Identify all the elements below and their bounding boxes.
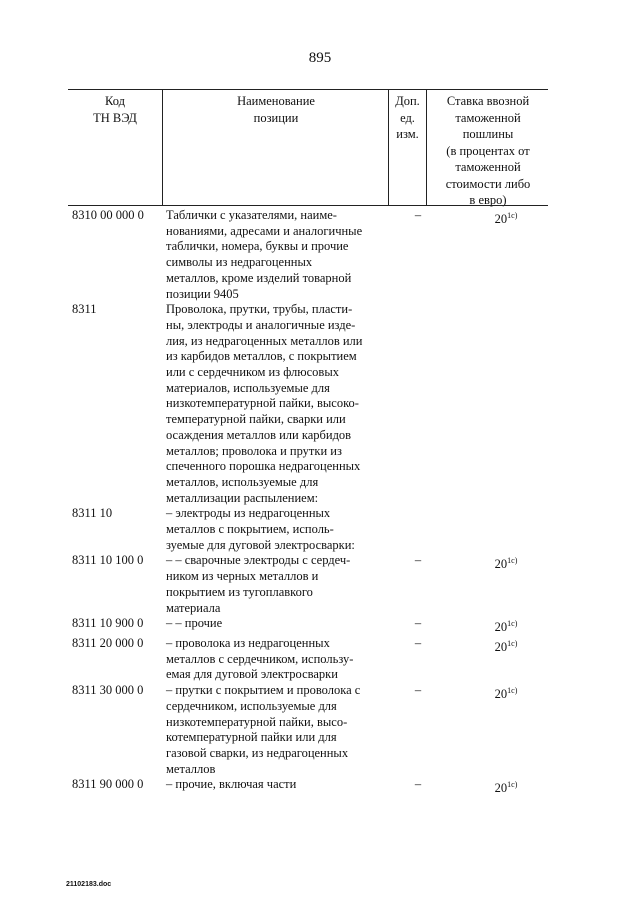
rate-footnote: 1с): [507, 780, 518, 790]
column-divider: [426, 89, 427, 205]
rate-value: 20: [494, 212, 508, 226]
column-divider: [162, 89, 163, 205]
row-name: Проволока, прутки, трубы, пласти- ны, электроды и аналогичные изде- лия, из недрагоценных металлов или из карбидов металлов, с покрытием или с сердечником из флюсовых материалов, используемые для низкотемпературной пайки, высоко- температурной пайки, сварки или осаждения металлов или карбидов металлов; проволока и прутки из спеченного порошка недрагоценных металлов, используемые для металлизации распылением:: [166, 302, 363, 505]
footer-filename: 21102183.doc: [66, 881, 112, 888]
header-top-rule: [68, 89, 548, 90]
header-name: Наименование позиции: [237, 94, 315, 125]
row-unit: –: [414, 635, 422, 650]
table-row: [68, 208, 548, 302]
table-row: [68, 553, 548, 616]
table-row: [68, 683, 548, 777]
row-unit: –: [414, 616, 422, 631]
row-rate: [438, 506, 548, 553]
row-code: 8310 00 000 0: [72, 208, 144, 222]
row-code: 8311: [72, 302, 97, 317]
row-rate: [438, 302, 548, 506]
row-code: 8311 10: [72, 506, 113, 521]
page-number: 895: [308, 50, 332, 66]
rate-footnote: 1с): [507, 211, 518, 220]
header-rate: Ставка ввозной таможенной пошлины (в процентах от таможенной стоимости либо в евро): [445, 94, 531, 207]
row-unit: –: [414, 683, 422, 698]
row-code: 8311 10 100 0: [72, 553, 144, 568]
rate-value: 20: [494, 620, 508, 635]
rate-footnote: 1с): [507, 686, 518, 696]
rate-footnote: 1с): [507, 556, 518, 566]
row-unit: –: [414, 777, 422, 792]
row-rate: [438, 777, 548, 797]
header-bottom-rule: [68, 205, 548, 206]
row-code: 8311 90 000 0: [72, 777, 144, 792]
row-rate: [438, 616, 548, 636]
row-rate: [438, 553, 548, 616]
rate-value: 20: [494, 781, 508, 796]
row-code: 8311 10 900 0: [72, 616, 144, 631]
row-code: 8311 20 000 0: [72, 635, 144, 650]
row-name: – прутки с покрытием и проволока с сердечником, используемые для низкотемпературной пайки, высо- котемпературной пайки или для газовой сварки, из недрагоценных металлов: [166, 683, 361, 776]
rate-footnote: 1с): [507, 619, 518, 629]
tariff-table-body: [68, 208, 548, 797]
row-code: 8311 30 000 0: [72, 683, 144, 698]
row-unit: [398, 302, 438, 506]
table-row: [68, 777, 548, 797]
row-rate: [438, 683, 548, 777]
row-unit: –: [414, 553, 422, 568]
row-rate: [438, 636, 548, 683]
rate-footnote: 1с): [507, 638, 518, 648]
rate-value: 20: [494, 557, 508, 572]
table-row: [68, 506, 548, 553]
row-name: – – прочие: [166, 616, 223, 631]
row-unit: –: [414, 208, 422, 222]
header-code: Код ТН ВЭД: [93, 94, 137, 125]
row-name: – проволока из недрагоценных металлов с сердечником, использу- емая для дуговой электросварки: [166, 635, 354, 682]
table-row: [68, 616, 548, 636]
row-name: – электроды из недрагоценных металлов с покрытием, исполь- зуемые для дуговой электросварки:: [166, 506, 355, 552]
row-rate: [438, 208, 548, 302]
rate-value: 20: [494, 687, 508, 702]
row-name: Таблички с указателями, наиме- нованиями, адресами и аналогичные таблички, номера, буквы и прочие символы из недрагоценных металлов, кроме изделий товарной позиции 9405: [166, 208, 363, 301]
header-unit: Доп. ед. изм.: [395, 94, 420, 141]
table-row: [68, 636, 548, 683]
row-unit: [398, 506, 438, 553]
row-name: – – сварочные электроды с сердеч- ником из черных металлов и покрытием из тугоплавкого материала: [166, 553, 351, 615]
rate-value: 20: [494, 639, 508, 654]
row-name: – прочие, включая части: [166, 777, 297, 792]
table-row: [68, 302, 548, 506]
